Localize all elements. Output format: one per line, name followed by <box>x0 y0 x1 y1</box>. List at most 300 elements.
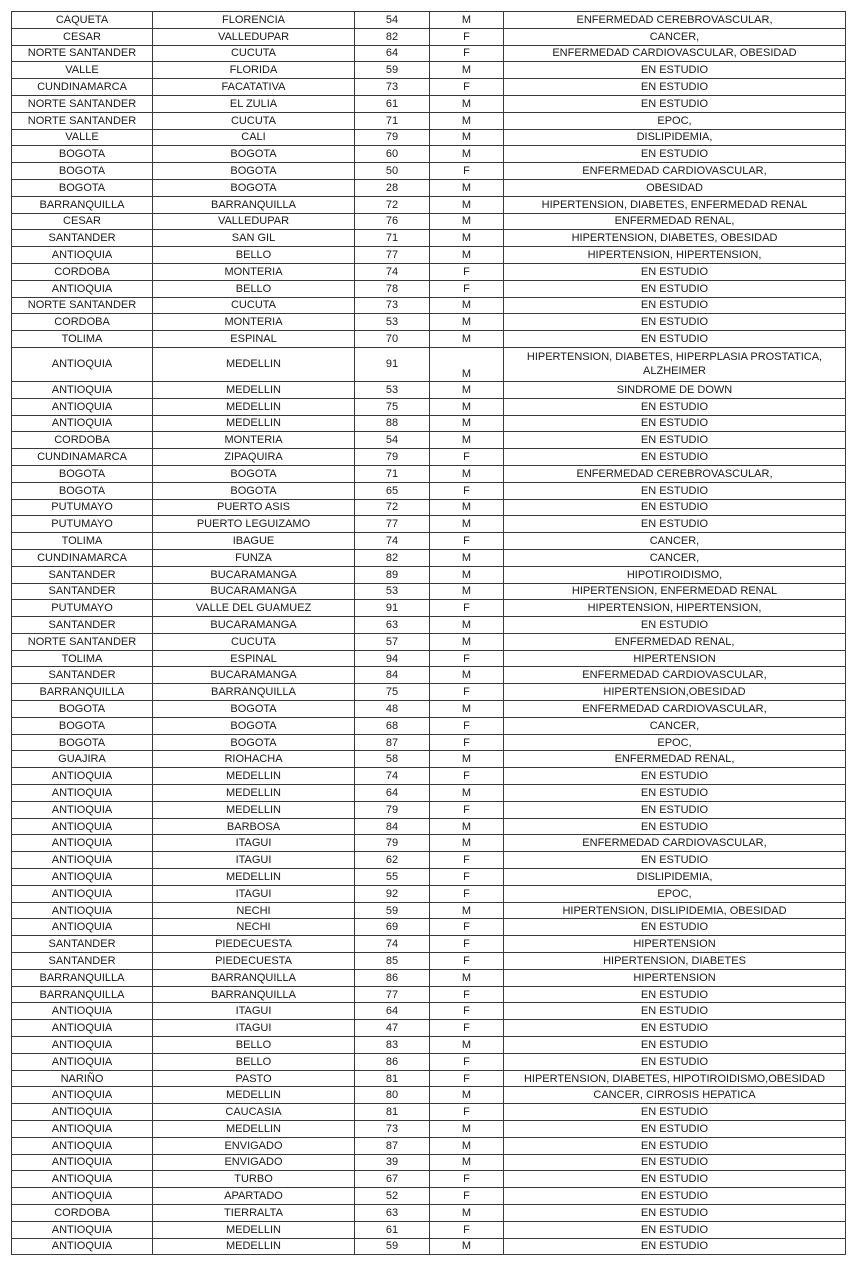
department-cell: BARRANQUILLA <box>12 196 153 213</box>
table-row <box>12 650 846 667</box>
city-cell: NECHI <box>153 902 355 919</box>
age-cell: 60 <box>355 146 430 163</box>
department-cell: SANTANDER <box>12 566 153 583</box>
department-cell: CORDOBA <box>12 432 153 449</box>
table-row <box>12 969 846 986</box>
city-cell: RIOHACHA <box>153 751 355 768</box>
table-row <box>12 953 846 970</box>
sex-cell: M <box>430 751 504 768</box>
condition-cell: HIPERTENSION <box>504 650 846 667</box>
sex-cell: F <box>430 28 504 45</box>
sex-cell: F <box>430 449 504 466</box>
sex-cell: M <box>430 347 504 381</box>
city-cell: APARTADO <box>153 1188 355 1205</box>
condition-cell: EN ESTUDIO <box>504 398 846 415</box>
department-cell: TOLIMA <box>12 533 153 550</box>
department-cell: ANTIOQUIA <box>12 885 153 902</box>
department-cell: CESAR <box>12 28 153 45</box>
table-row <box>12 919 846 936</box>
age-cell: 28 <box>355 179 430 196</box>
department-cell: ANTIOQUIA <box>12 347 153 381</box>
condition-cell: HIPERTENSION,OBESIDAD <box>504 684 846 701</box>
department-cell: BOGOTA <box>12 465 153 482</box>
sex-cell: F <box>430 533 504 550</box>
condition-cell: HIPERTENSION, ENFERMEDAD RENAL <box>504 583 846 600</box>
department-cell: ANTIOQUIA <box>12 902 153 919</box>
department-cell: ANTIOQUIA <box>12 801 153 818</box>
condition-cell: CANCER, <box>504 549 846 566</box>
age-cell: 71 <box>355 230 430 247</box>
condition-cell: EPOC, <box>504 885 846 902</box>
age-cell: 85 <box>355 953 430 970</box>
age-cell: 86 <box>355 1053 430 1070</box>
age-cell: 78 <box>355 280 430 297</box>
table-row <box>12 684 846 701</box>
department-cell: PUTUMAYO <box>12 600 153 617</box>
sex-cell: F <box>430 1053 504 1070</box>
condition-cell: EN ESTUDIO <box>504 986 846 1003</box>
age-cell: 77 <box>355 247 430 264</box>
city-cell: BOGOTA <box>153 482 355 499</box>
city-cell: CUCUTA <box>153 45 355 62</box>
department-cell: ANTIOQUIA <box>12 1053 153 1070</box>
city-cell: ENVIGADO <box>153 1154 355 1171</box>
age-cell: 54 <box>355 12 430 29</box>
condition-cell: ENFERMEDAD CEREBROVASCULAR, <box>504 12 846 29</box>
condition-cell: ENFERMEDAD CARDIOVASCULAR, OBESIDAD <box>504 45 846 62</box>
sex-cell: F <box>430 1221 504 1238</box>
table-row <box>12 398 846 415</box>
age-cell: 74 <box>355 768 430 785</box>
table-row <box>12 1204 846 1221</box>
condition-cell: EN ESTUDIO <box>504 1137 846 1154</box>
age-cell: 83 <box>355 1037 430 1054</box>
department-cell: BARRANQUILLA <box>12 986 153 1003</box>
sex-cell: F <box>430 885 504 902</box>
city-cell: BARRANQUILLA <box>153 684 355 701</box>
department-cell: CUNDINAMARCA <box>12 449 153 466</box>
condition-cell: EPOC, <box>504 734 846 751</box>
condition-cell: EN ESTUDIO <box>504 1204 846 1221</box>
city-cell: MEDELLIN <box>153 398 355 415</box>
sex-cell: M <box>430 566 504 583</box>
condition-cell: EN ESTUDIO <box>504 499 846 516</box>
city-cell: TURBO <box>153 1171 355 1188</box>
sex-cell: F <box>430 936 504 953</box>
city-cell: MEDELLIN <box>153 768 355 785</box>
city-cell: MEDELLIN <box>153 1221 355 1238</box>
sex-cell: F <box>430 1104 504 1121</box>
age-cell: 71 <box>355 112 430 129</box>
age-cell: 79 <box>355 835 430 852</box>
city-cell: BOGOTA <box>153 717 355 734</box>
age-cell: 80 <box>355 1087 430 1104</box>
sex-cell: M <box>430 667 504 684</box>
table-row <box>12 331 846 348</box>
department-cell: BOGOTA <box>12 701 153 718</box>
condition-cell: HIPERTENSION, HIPERTENSION, <box>504 247 846 264</box>
department-cell: CORDOBA <box>12 263 153 280</box>
table-row <box>12 196 846 213</box>
department-cell: BOGOTA <box>12 163 153 180</box>
city-cell: MEDELLIN <box>153 381 355 398</box>
age-cell: 81 <box>355 1104 430 1121</box>
table-row <box>12 1053 846 1070</box>
table-row <box>12 885 846 902</box>
sex-cell: M <box>430 331 504 348</box>
sex-cell: M <box>430 415 504 432</box>
age-cell: 58 <box>355 751 430 768</box>
table-row <box>12 516 846 533</box>
age-cell: 39 <box>355 1154 430 1171</box>
condition-cell: ENFERMEDAD RENAL, <box>504 751 846 768</box>
sex-cell: M <box>430 633 504 650</box>
city-cell: PIEDECUESTA <box>153 953 355 970</box>
table-row <box>12 432 846 449</box>
sex-cell: M <box>430 1137 504 1154</box>
sex-cell: M <box>430 701 504 718</box>
city-cell: ZIPAQUIRA <box>153 449 355 466</box>
department-cell: NORTE SANTANDER <box>12 297 153 314</box>
age-cell: 81 <box>355 1070 430 1087</box>
sex-cell: F <box>430 600 504 617</box>
city-cell: FACATATIVA <box>153 79 355 96</box>
age-cell: 71 <box>355 465 430 482</box>
sex-cell: M <box>430 1121 504 1138</box>
table-row <box>12 247 846 264</box>
condition-cell: EN ESTUDIO <box>504 1020 846 1037</box>
condition-cell: EN ESTUDIO <box>504 1053 846 1070</box>
sex-cell: M <box>430 617 504 634</box>
age-cell: 75 <box>355 684 430 701</box>
sex-cell: M <box>430 969 504 986</box>
condition-cell: DISLIPIDEMIA, <box>504 869 846 886</box>
sex-cell: M <box>430 785 504 802</box>
age-cell: 70 <box>355 331 430 348</box>
city-cell: BUCARAMANGA <box>153 617 355 634</box>
department-cell: TOLIMA <box>12 650 153 667</box>
department-cell: ANTIOQUIA <box>12 280 153 297</box>
city-cell: MONTERIA <box>153 432 355 449</box>
department-cell: BOGOTA <box>12 734 153 751</box>
condition-cell: EN ESTUDIO <box>504 331 846 348</box>
condition-cell: HIPERTENSION, DIABETES, OBESIDAD <box>504 230 846 247</box>
department-cell: NARIÑO <box>12 1070 153 1087</box>
city-cell: MEDELLIN <box>153 801 355 818</box>
table-row <box>12 1003 846 1020</box>
department-cell: BOGOTA <box>12 146 153 163</box>
age-cell: 52 <box>355 1188 430 1205</box>
department-cell: ANTIOQUIA <box>12 1003 153 1020</box>
city-cell: ESPINAL <box>153 650 355 667</box>
table-row <box>12 549 846 566</box>
condition-cell: EN ESTUDIO <box>504 1104 846 1121</box>
department-cell: NORTE SANTANDER <box>12 95 153 112</box>
department-cell: ANTIOQUIA <box>12 919 153 936</box>
condition-cell: EN ESTUDIO <box>504 768 846 785</box>
age-cell: 92 <box>355 885 430 902</box>
department-cell: CESAR <box>12 213 153 230</box>
condition-cell: EN ESTUDIO <box>504 818 846 835</box>
age-cell: 79 <box>355 801 430 818</box>
table-row <box>12 465 846 482</box>
city-cell: MEDELLIN <box>153 785 355 802</box>
city-cell: ITAGUI <box>153 885 355 902</box>
department-cell: ANTIOQUIA <box>12 1137 153 1154</box>
city-cell: ITAGUI <box>153 852 355 869</box>
age-cell: 79 <box>355 129 430 146</box>
sex-cell: M <box>430 835 504 852</box>
table-row <box>12 1188 846 1205</box>
table-row <box>12 801 846 818</box>
department-cell: SANTANDER <box>12 583 153 600</box>
city-cell: MEDELLIN <box>153 415 355 432</box>
age-cell: 74 <box>355 533 430 550</box>
condition-cell: EN ESTUDIO <box>504 1238 846 1255</box>
department-cell: CUNDINAMARCA <box>12 79 153 96</box>
city-cell: BOGOTA <box>153 734 355 751</box>
department-cell: ANTIOQUIA <box>12 1121 153 1138</box>
department-cell: BOGOTA <box>12 482 153 499</box>
sex-cell: M <box>430 62 504 79</box>
age-cell: 64 <box>355 45 430 62</box>
sex-cell: M <box>430 516 504 533</box>
age-cell: 62 <box>355 852 430 869</box>
table-row <box>12 28 846 45</box>
condition-cell: ENFERMEDAD RENAL, <box>504 213 846 230</box>
table-row <box>12 213 846 230</box>
department-cell: ANTIOQUIA <box>12 1171 153 1188</box>
table-row <box>12 95 846 112</box>
condition-cell: EN ESTUDIO <box>504 516 846 533</box>
age-cell: 86 <box>355 969 430 986</box>
condition-cell: EN ESTUDIO <box>504 1037 846 1054</box>
age-cell: 61 <box>355 1221 430 1238</box>
city-cell: BARRANQUILLA <box>153 986 355 1003</box>
sex-cell: F <box>430 1188 504 1205</box>
department-cell: SANTANDER <box>12 617 153 634</box>
city-cell: FLORIDA <box>153 62 355 79</box>
age-cell: 74 <box>355 263 430 280</box>
table-row <box>12 1221 846 1238</box>
condition-cell: EN ESTUDIO <box>504 95 846 112</box>
sex-cell: M <box>430 247 504 264</box>
table-row <box>12 533 846 550</box>
table-row <box>12 818 846 835</box>
condition-cell: EN ESTUDIO <box>504 314 846 331</box>
city-cell: NECHI <box>153 919 355 936</box>
city-cell: ESPINAL <box>153 331 355 348</box>
sex-cell: F <box>430 684 504 701</box>
sex-cell: M <box>430 230 504 247</box>
age-cell: 89 <box>355 566 430 583</box>
sex-cell: F <box>430 717 504 734</box>
age-cell: 72 <box>355 196 430 213</box>
condition-cell: HIPERTENSION, DISLIPIDEMIA, OBESIDAD <box>504 902 846 919</box>
department-cell: ANTIOQUIA <box>12 1020 153 1037</box>
table-row <box>12 1070 846 1087</box>
age-cell: 53 <box>355 381 430 398</box>
sex-cell: M <box>430 146 504 163</box>
city-cell: BOGOTA <box>153 163 355 180</box>
city-cell: BELLO <box>153 1053 355 1070</box>
age-cell: 94 <box>355 650 430 667</box>
table-row <box>12 129 846 146</box>
table-row <box>12 163 846 180</box>
age-cell: 77 <box>355 516 430 533</box>
age-cell: 88 <box>355 415 430 432</box>
condition-cell: EN ESTUDIO <box>504 449 846 466</box>
condition-cell: HIPERTENSION, DIABETES <box>504 953 846 970</box>
sex-cell: F <box>430 1020 504 1037</box>
table-row <box>12 869 846 886</box>
condition-cell: EN ESTUDIO <box>504 1121 846 1138</box>
table-row <box>12 415 846 432</box>
city-cell: BELLO <box>153 1037 355 1054</box>
department-cell: ANTIOQUIA <box>12 818 153 835</box>
city-cell: PASTO <box>153 1070 355 1087</box>
sex-cell: F <box>430 280 504 297</box>
department-cell: CORDOBA <box>12 1204 153 1221</box>
condition-cell: CANCER, <box>504 717 846 734</box>
city-cell: CALI <box>153 129 355 146</box>
sex-cell: F <box>430 1003 504 1020</box>
patient-table <box>11 11 846 1255</box>
sex-cell: F <box>430 263 504 280</box>
department-cell: ANTIOQUIA <box>12 835 153 852</box>
table-row <box>12 1171 846 1188</box>
condition-cell: HIPERTENSION, DIABETES, HIPOTIROIDISMO,OBESIDAD <box>504 1070 846 1087</box>
city-cell: FLORENCIA <box>153 12 355 29</box>
condition-cell: OBESIDAD <box>504 179 846 196</box>
table-row <box>12 347 846 381</box>
department-cell: ANTIOQUIA <box>12 1037 153 1054</box>
condition-cell: ENFERMEDAD CARDIOVASCULAR, <box>504 835 846 852</box>
table-row <box>12 499 846 516</box>
condition-cell: HIPOTIROIDISMO, <box>504 566 846 583</box>
sex-cell: F <box>430 650 504 667</box>
sex-cell: F <box>430 163 504 180</box>
city-cell: IBAGUE <box>153 533 355 550</box>
sex-cell: F <box>430 1171 504 1188</box>
age-cell: 73 <box>355 79 430 96</box>
table-row <box>12 717 846 734</box>
age-cell: 74 <box>355 936 430 953</box>
age-cell: 63 <box>355 617 430 634</box>
department-cell: GUAJIRA <box>12 751 153 768</box>
condition-cell: EN ESTUDIO <box>504 280 846 297</box>
sex-cell: M <box>430 112 504 129</box>
condition-cell: DISLIPIDEMIA, <box>504 129 846 146</box>
city-cell: CAUCASIA <box>153 1104 355 1121</box>
table-row <box>12 314 846 331</box>
table-row <box>12 280 846 297</box>
sex-cell: F <box>430 852 504 869</box>
department-cell: ANTIOQUIA <box>12 1087 153 1104</box>
department-cell: ANTIOQUIA <box>12 1188 153 1205</box>
table-row <box>12 12 846 29</box>
age-cell: 91 <box>355 347 430 381</box>
sex-cell: F <box>430 869 504 886</box>
city-cell: BUCARAMANGA <box>153 667 355 684</box>
city-cell: SAN GIL <box>153 230 355 247</box>
condition-cell: EPOC, <box>504 112 846 129</box>
sex-cell: M <box>430 465 504 482</box>
table-row <box>12 852 846 869</box>
sex-cell: F <box>430 1070 504 1087</box>
department-cell: SANTANDER <box>12 667 153 684</box>
sex-cell: M <box>430 583 504 600</box>
city-cell: CUCUTA <box>153 112 355 129</box>
city-cell: BOGOTA <box>153 701 355 718</box>
age-cell: 72 <box>355 499 430 516</box>
sex-cell: M <box>430 1154 504 1171</box>
city-cell: BELLO <box>153 280 355 297</box>
age-cell: 48 <box>355 701 430 718</box>
city-cell: MEDELLIN <box>153 1121 355 1138</box>
sex-cell: M <box>430 549 504 566</box>
city-cell: MONTERIA <box>153 263 355 280</box>
department-cell: NORTE SANTANDER <box>12 112 153 129</box>
condition-cell: HIPERTENSION <box>504 969 846 986</box>
department-cell: ANTIOQUIA <box>12 381 153 398</box>
sex-cell: M <box>430 129 504 146</box>
condition-cell: EN ESTUDIO <box>504 482 846 499</box>
sex-cell: M <box>430 179 504 196</box>
sex-cell: M <box>430 213 504 230</box>
condition-cell: ENFERMEDAD RENAL, <box>504 633 846 650</box>
age-cell: 76 <box>355 213 430 230</box>
table-row <box>12 835 846 852</box>
table-row <box>12 449 846 466</box>
table-row <box>12 263 846 280</box>
department-cell: ANTIOQUIA <box>12 852 153 869</box>
condition-cell: EN ESTUDIO <box>504 1171 846 1188</box>
age-cell: 82 <box>355 549 430 566</box>
table-row <box>12 600 846 617</box>
table-row <box>12 45 846 62</box>
sex-cell: M <box>430 499 504 516</box>
table-row <box>12 1121 846 1138</box>
sex-cell: F <box>430 919 504 936</box>
department-cell: ANTIOQUIA <box>12 1238 153 1255</box>
condition-cell: EN ESTUDIO <box>504 785 846 802</box>
table-body <box>12 12 846 1255</box>
age-cell: 61 <box>355 95 430 112</box>
table-row <box>12 1037 846 1054</box>
department-cell: BARRANQUILLA <box>12 969 153 986</box>
sex-cell: F <box>430 482 504 499</box>
condition-cell: EN ESTUDIO <box>504 432 846 449</box>
age-cell: 47 <box>355 1020 430 1037</box>
table-row <box>12 1020 846 1037</box>
table-row <box>12 701 846 718</box>
city-cell: MONTERIA <box>153 314 355 331</box>
sex-cell: M <box>430 95 504 112</box>
city-cell: EL ZULIA <box>153 95 355 112</box>
department-cell: CUNDINAMARCA <box>12 549 153 566</box>
city-cell: VALLEDUPAR <box>153 213 355 230</box>
sex-cell: M <box>430 1037 504 1054</box>
condition-cell: EN ESTUDIO <box>504 1154 846 1171</box>
city-cell: TIERRALTA <box>153 1204 355 1221</box>
table-row <box>12 179 846 196</box>
sex-cell: F <box>430 79 504 96</box>
department-cell: ANTIOQUIA <box>12 247 153 264</box>
department-cell: BOGOTA <box>12 717 153 734</box>
table-row <box>12 1154 846 1171</box>
table-row <box>12 566 846 583</box>
